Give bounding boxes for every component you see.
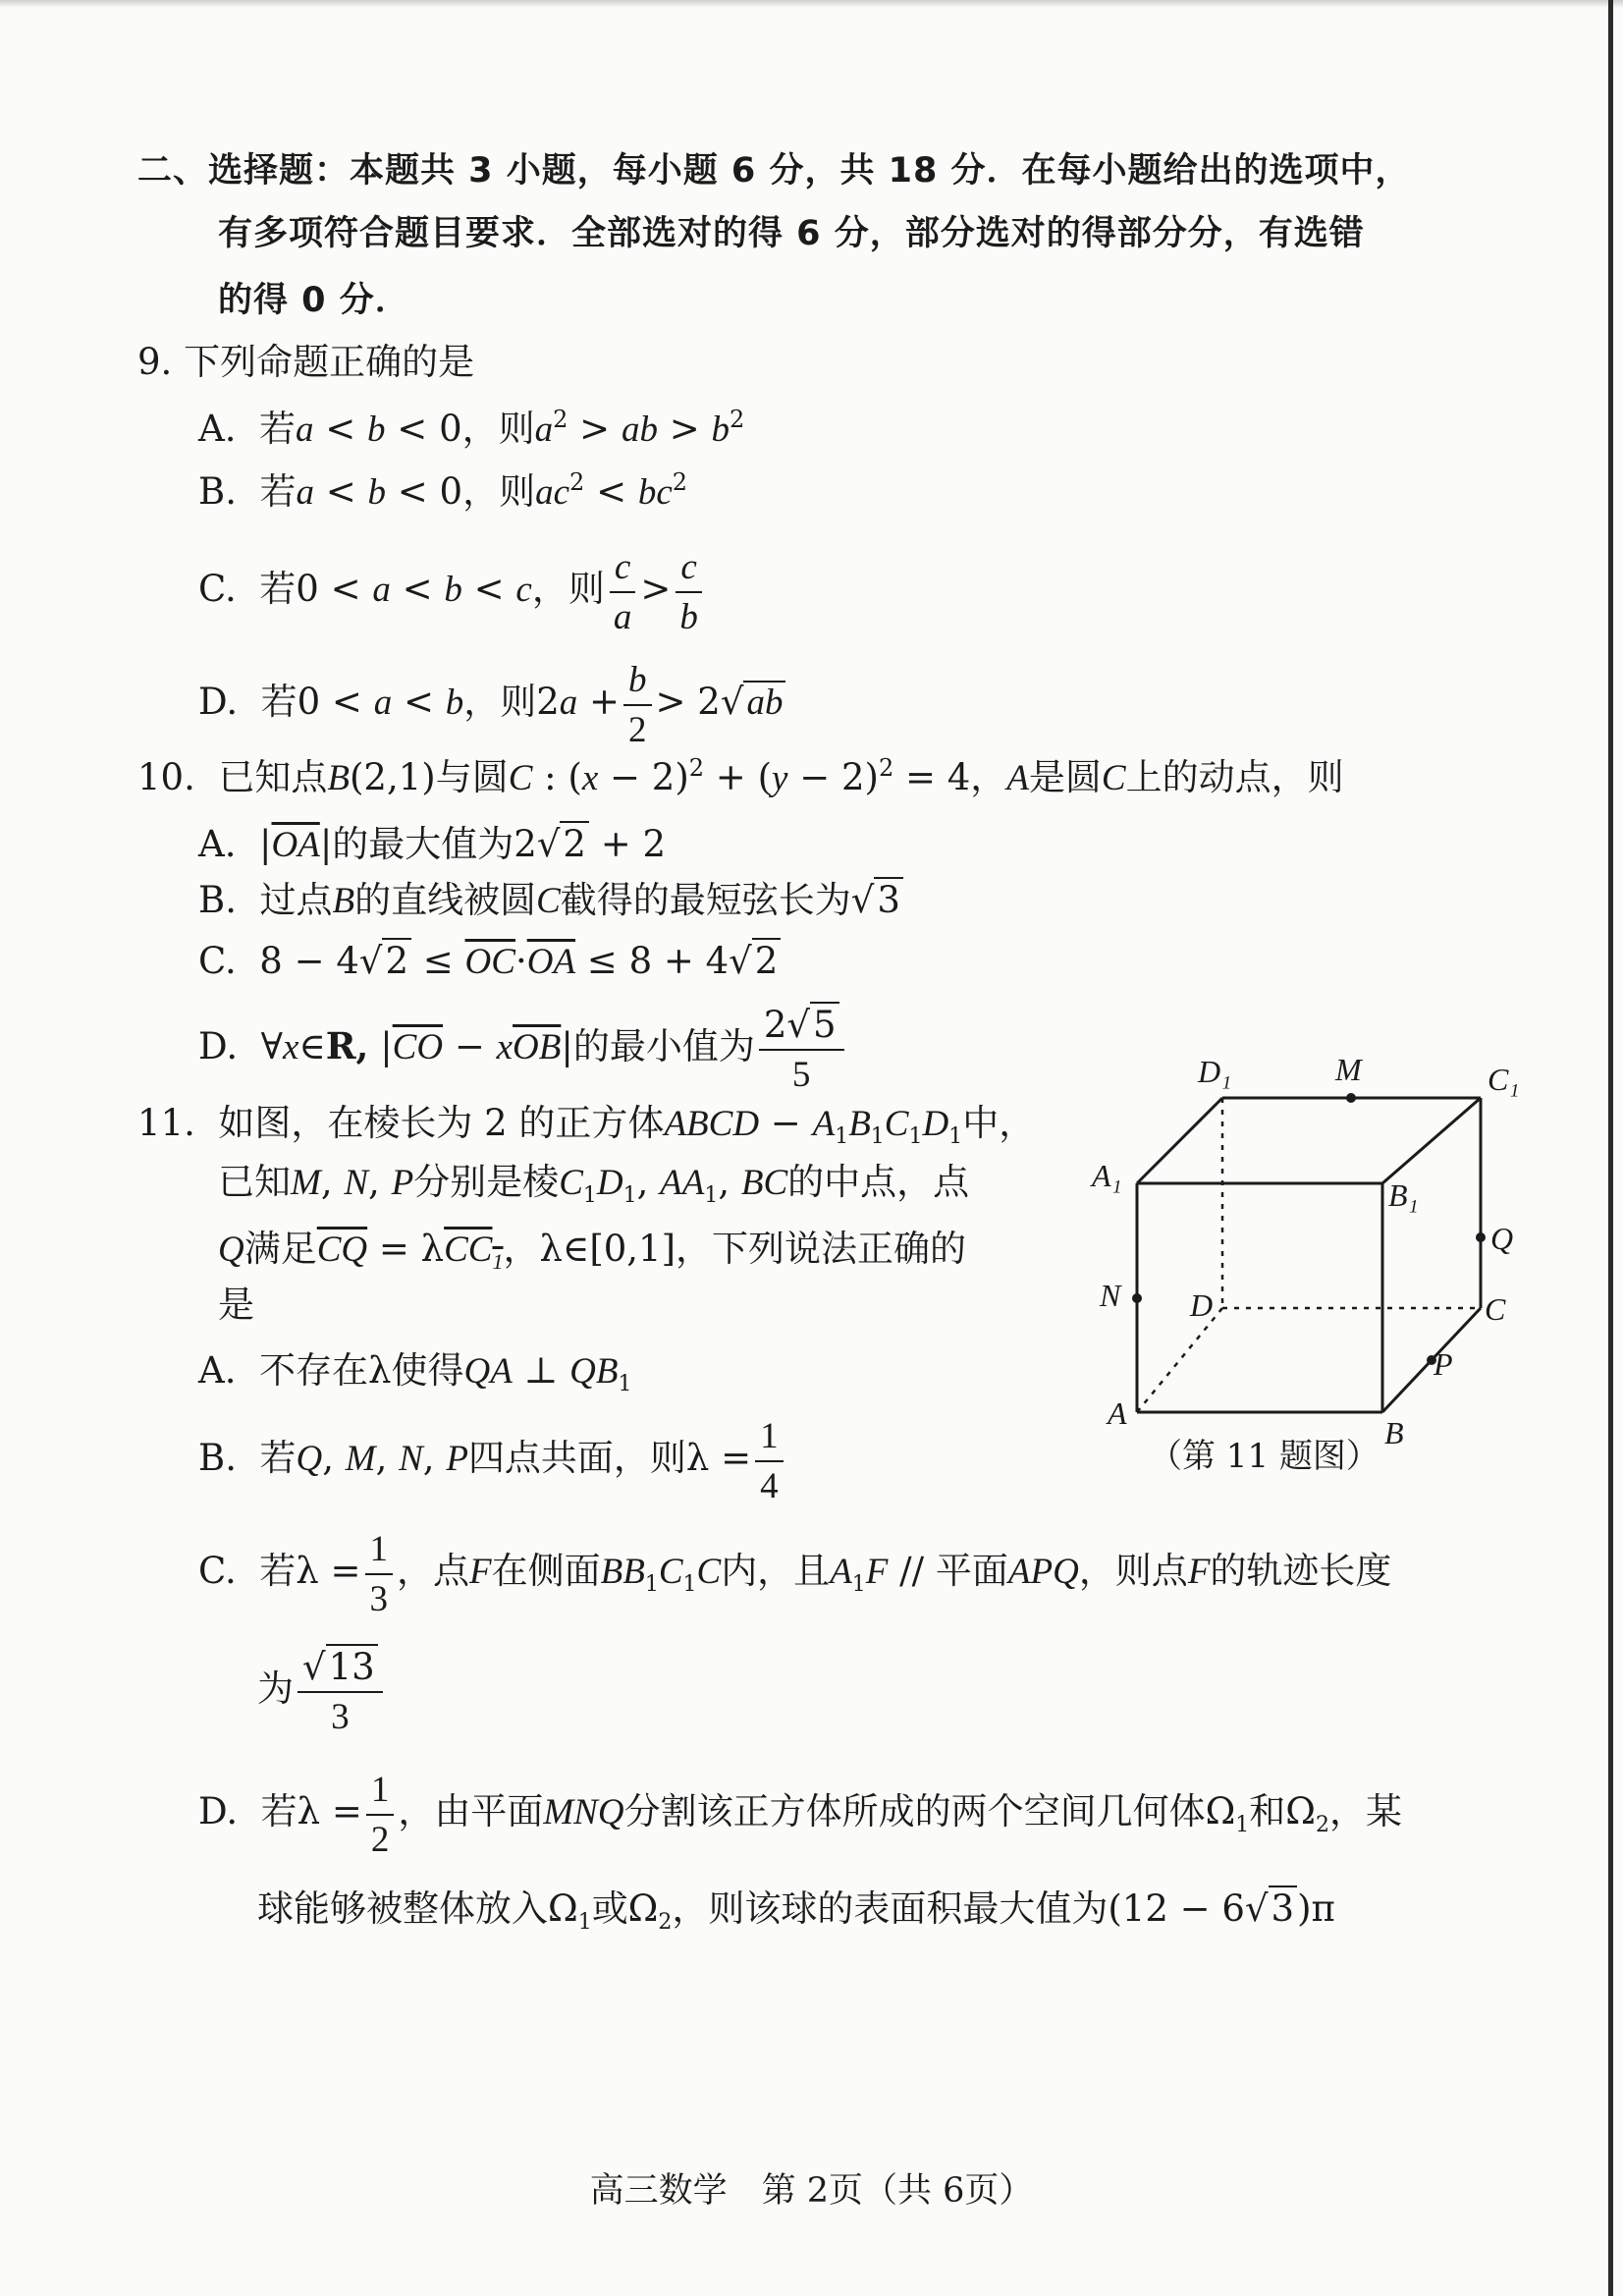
q9-stem: 9. 下列命题正确的是 <box>137 341 475 383</box>
q10-option-b: B. 过点B的直线被圆C截得的最短弦长为√3 <box>198 877 903 925</box>
point-m <box>1346 1093 1356 1103</box>
q10-option-a: A. $|\overline{OA}|$的最大值为2√2 + 2 <box>198 823 667 865</box>
edge-b1c1 <box>1382 1098 1481 1183</box>
section-line2: 有多项符合题目要求．全部选对的得 6 分，部分选对的得部分分，有选错 <box>218 214 1365 253</box>
label-b: B <box>1384 1415 1404 1450</box>
label-b1: B₁ <box>1388 1177 1419 1213</box>
label-p: P <box>1434 1346 1453 1382</box>
label-q: Q <box>1490 1221 1514 1256</box>
figure-caption: （第 11 题图） <box>1149 1437 1380 1476</box>
q9-option-d: D. 若0 < a < b，则2a + $\frac{b}{2}$ > 2√ab <box>198 648 785 756</box>
edge-a1d1 <box>1137 1098 1222 1183</box>
q11-stem-2: 已知M, N, P分别是棱$C_1D_1$, $AA_1$, BC的中点，点 <box>218 1161 970 1208</box>
point-n <box>1132 1293 1142 1303</box>
label-c1: C₁ <box>1488 1062 1520 1097</box>
q11-stem-3: Q满足$\overline{CQ} = \lambda CC_1$，λ∈[0,1]，下列说法正确的 <box>218 1228 967 1274</box>
q11-stem-4: 是 <box>218 1284 254 1326</box>
q11-option-c-1: C. 若λ = $\frac{1}{3}$ ，点F在侧面$BB_1C_1C$内，且$A_1F$ // 平面APQ，则点F的轨迹长度 <box>198 1528 1392 1619</box>
q11-stem-1: 11. 如图，在棱长为 2 的正方体ABCD − $A_1B_1C_1D_1$中， <box>137 1102 1036 1149</box>
scan-right-edge <box>1608 0 1613 2296</box>
q9-option-a: A. 若a < b < 0，则$a^2$ > ab > $b^2$ <box>198 406 745 450</box>
section-line3: 的得 0 分． <box>218 281 410 320</box>
q11-option-d-1: D. 若λ = $\frac{1}{2}$ ，由平面MNQ分割该正方体所成的两个空间几何体$\Omega_1$和$\Omega_2$，某 <box>198 1769 1402 1860</box>
label-c: C <box>1485 1291 1506 1327</box>
label-d: D <box>1190 1287 1214 1323</box>
point-q <box>1476 1232 1486 1242</box>
q10-stem: 10. 已知点B(2,1)与圆C : $(x - 2)^2 + (y - 2)^2 = 4$，A是圆C上的动点，则 <box>137 754 1344 798</box>
label-a: A <box>1108 1395 1127 1431</box>
q9-option-b: B. 若a < b < 0，则$ac^2 < bc^2$ <box>198 468 688 513</box>
q11-option-c-2: 为 $\frac{√13}{3}$ <box>257 1630 387 1748</box>
q11-option-b: B. 若Q, M, N, P四点共面，则λ = $\frac{1}{4}$ <box>198 1404 787 1512</box>
label-m: M <box>1335 1052 1362 1087</box>
scan-top-shadow <box>0 0 1623 8</box>
q9-option-c: C. 若0 < a < b < c，则 $\frac{c}{a}$ > $\frac{c}{b}$ <box>198 540 707 638</box>
q10-option-c: C. $8 - 4√2 \le \overline{OC}\cdot\overline{OA} \le 8 + 4√2$ <box>198 938 781 986</box>
edge-ad <box>1137 1308 1222 1412</box>
label-d1: D₁ <box>1198 1054 1232 1089</box>
q11-option-d-2: 球能够被整体放入$\Omega_1$或$\Omega_2$，则该球的表面积最大值为(12 − 6√3)π <box>257 1887 1335 1935</box>
label-a1: A₁ <box>1092 1158 1122 1193</box>
label-n: N <box>1100 1278 1121 1313</box>
q10-option-d: D. ∀x∈R, $|\overline{CO} - x\overline{OB}|$的最小值为 $\frac{2√5}{5}$ <box>198 997 848 1095</box>
page-footer: 高三数学 第 2页（共 6页） <box>589 2171 1034 2211</box>
q11-option-a: A. 不存在λ使得QA ⊥ $QB_1$ <box>198 1349 632 1396</box>
section-title: 二、选择题：本题共 3 小题，每小题 6 分，共 18 分．在每小题给出的选项中， <box>137 151 1411 191</box>
cube-figure <box>1080 1041 1551 1473</box>
